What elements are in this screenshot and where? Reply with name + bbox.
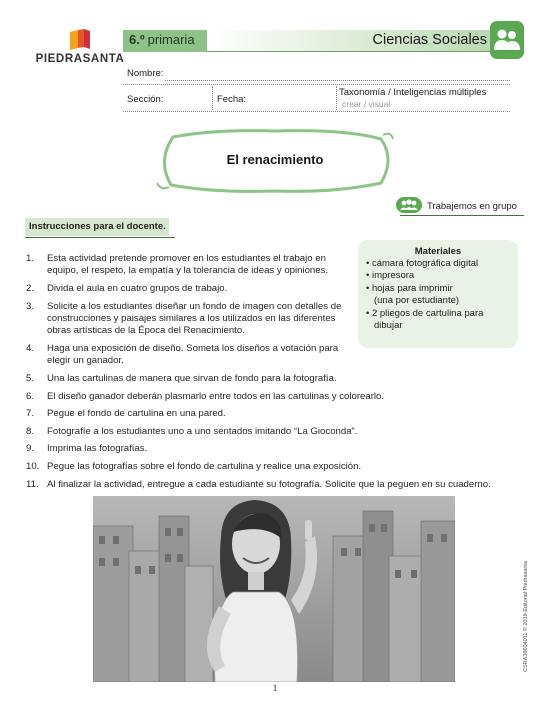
instructions-underline (25, 237, 175, 238)
step-number: 4. (26, 343, 35, 354)
step-text: Una las cartulinas de manera que sirvan de fondo para la fotografía. (47, 373, 337, 384)
book-logo-icon (68, 28, 92, 52)
step-text: Pegue las fotografías sobre el fondo de cartulina y realice una exposición. (47, 460, 362, 472)
group-tag-underline (400, 215, 524, 216)
materials-title: Materiales (414, 246, 462, 257)
material-item: (una por estudiante) (374, 295, 460, 307)
steps-list (26, 253, 496, 496)
list-item (26, 461, 496, 473)
step-number: 8. (26, 425, 35, 437)
material-item: • hojas para imprimir (366, 282, 453, 294)
step-text: Fotografíe a los estudiantes uno a uno sentados imitando “La Gioconda”. (47, 425, 358, 437)
publisher-logo (34, 28, 124, 68)
step-text: Haga una exposición de diseño. Someta los diseños a votación para elegir un ganador. (47, 343, 339, 367)
page-title: El renacimiento (226, 152, 324, 167)
form-bottom-line (123, 111, 510, 112)
list-item (26, 443, 496, 455)
date-label: Fecha: (217, 94, 247, 105)
list-item (26, 283, 356, 295)
step-text: Pegue el fondo de cartulina en una pared. (47, 408, 226, 420)
page-number: 1 (272, 684, 278, 694)
taxonomy-label: Taxonomía / Inteligencias múltiples (339, 87, 487, 98)
list-item (26, 343, 356, 368)
step-number: 7. (26, 408, 35, 420)
step-number: 1. (26, 253, 35, 264)
step-text: Esta actividad pretende promover en los estudiantes el trabajo en equipo, el respeto, la empatía y la tolerancia de ideas y opiniones. (47, 253, 329, 277)
name-label: Nombre: (127, 68, 164, 79)
step-text: Al finalizar la actividad, entregue a cada estudiante su fotografía. Solicite que la peguen en su cuaderno. (47, 478, 491, 490)
material-item: • impresora (366, 270, 415, 282)
step-number: 5. (26, 373, 35, 384)
list-item (26, 479, 496, 491)
instructions-heading: Instrucciones para el docente. (25, 218, 169, 236)
list-item (26, 253, 356, 278)
name-field-line[interactable] (165, 80, 510, 81)
brand-name: PIEDRASANTA (35, 53, 125, 65)
step-number: 11. (26, 478, 39, 490)
material-item: • 2 pliegos de cartulina para dibujar (366, 307, 484, 332)
material-item: • cámara fotográfica digital (366, 258, 479, 269)
form-divider (123, 84, 510, 85)
people-icon (490, 21, 524, 59)
subject-bar (207, 30, 497, 52)
taxonomy-values: crear / visual (342, 99, 391, 109)
grade-label: primaria (147, 32, 195, 47)
side-copyright-code: CSRA38604011 © 2018 Editorial Piedrasanta (523, 561, 529, 672)
step-text: Solicite a los estudiantes diseñar un fondo de imagen con detalles de construcciones y paisajes similares a los utilizados en las diferentes obras artísticas de la Época del Renacimiento. (47, 300, 342, 337)
group-work-tag (396, 197, 526, 217)
subject-title: Ciencias Sociales (372, 32, 487, 48)
form-separator (212, 86, 213, 110)
list-item (26, 301, 356, 338)
group-icon (396, 197, 422, 213)
list-item (26, 373, 496, 385)
step-text: Divida el aula en cuatro grupos de trabajo. (47, 283, 228, 294)
step-number: 9. (26, 443, 35, 455)
step-number: 2. (26, 283, 35, 294)
list-item (26, 426, 496, 438)
grade-tab (123, 30, 207, 52)
step-number: 6. (26, 390, 35, 402)
step-number: 10. (26, 460, 40, 472)
group-work-label: Trabajemos en grupo (427, 201, 517, 212)
section-label: Sección: (127, 94, 164, 105)
step-text: Imprima las fotografías. (47, 443, 148, 455)
illustration-photo (93, 496, 455, 682)
step-text: El diseño ganador deberán plasmarlo entre todos en las cartulinas y colorearlo. (47, 390, 385, 402)
grade-number: 6.º (129, 32, 145, 47)
list-item (26, 391, 496, 403)
form-separator (336, 86, 337, 110)
list-item (26, 408, 496, 420)
step-number: 3. (26, 300, 35, 312)
